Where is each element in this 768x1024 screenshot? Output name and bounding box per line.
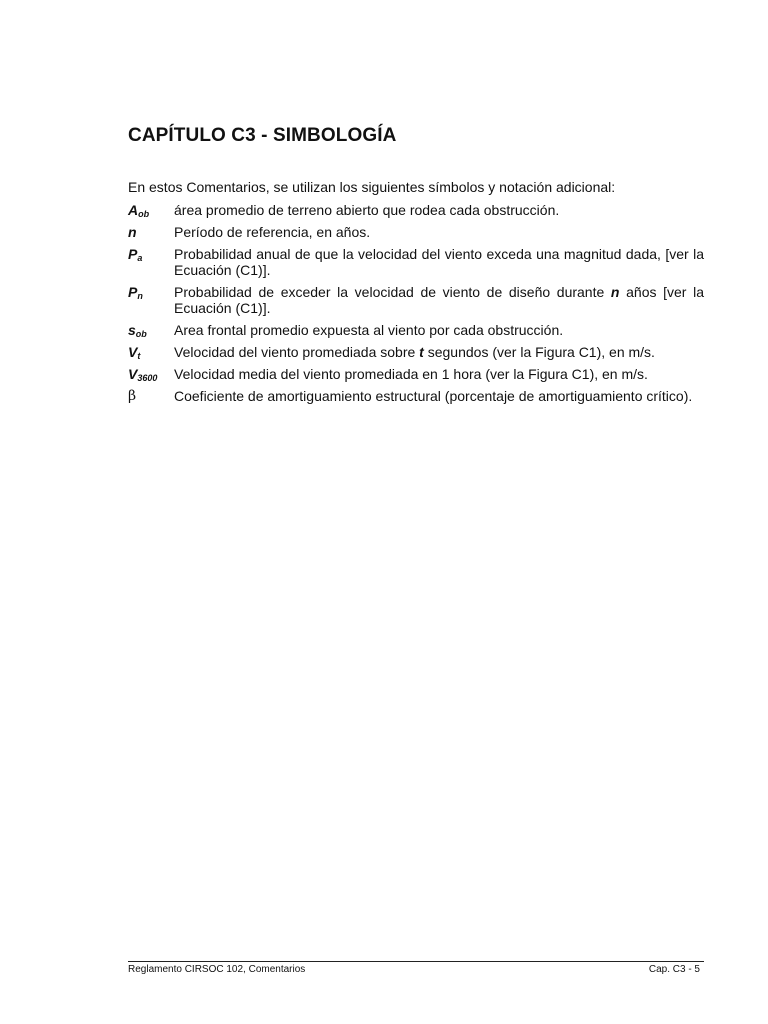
symbol-name: [128, 202, 174, 218]
symbol-row-sob: [128, 322, 704, 338]
description-text: Probabilidad de exceder la velocidad de viento de diseño durante: [174, 284, 611, 300]
symbol-description: [174, 366, 704, 382]
description-text: Probabilidad anual de que la velocidad del viento exceda una magnitud dada, [ver la Ecuación (C1)].: [174, 246, 704, 278]
symbol-description: [174, 344, 704, 360]
symbol-row-vt: [128, 344, 704, 360]
symbol-row-v3600: [128, 366, 704, 382]
description-text: Período de referencia, en años.: [174, 224, 371, 240]
description-text: Coeficiente de amortiguamiento estructural (porcentaje de amortiguamiento crítico).: [174, 388, 693, 404]
symbol-row-pn: [128, 284, 704, 316]
symbol-name: [128, 322, 174, 338]
description-text-tail: segundos (ver la Figura C1), en m/s.: [423, 344, 655, 360]
symbol-description: [174, 284, 704, 316]
symbol-base: n: [128, 224, 137, 240]
description-text-tail: años [ver la Ecuación (C1)].: [174, 284, 704, 316]
symbol-row-aob: [128, 202, 704, 218]
symbol-base: β: [128, 388, 137, 404]
symbol-name: [128, 246, 174, 262]
page-title: CAPÍTULO C3 - SIMBOLOGÍA: [128, 125, 397, 146]
symbol-name: [128, 224, 174, 240]
symbol-name: [128, 284, 174, 300]
symbol-description: [174, 388, 704, 404]
symbol-subscript: t: [137, 351, 141, 361]
description-variable: n: [610, 284, 620, 300]
footer-divider: [128, 961, 704, 962]
symbol-name: [128, 366, 174, 382]
symbol-name: [128, 344, 174, 360]
description-text: Velocidad media del viento promediada en 1 hora (ver la Figura C1), en m/s.: [174, 366, 648, 382]
symbol-row-beta: [128, 388, 704, 404]
intro-paragraph: En estos Comentarios, se utilizan los siguientes símbolos y notación adicional:: [128, 179, 616, 195]
symbol-description: [174, 322, 704, 338]
symbol-subscript: 3600: [137, 373, 158, 383]
description-text: Velocidad del viento promediada sobre: [174, 344, 420, 360]
symbol-subscript: ob: [135, 329, 147, 339]
symbol-base: V: [128, 344, 138, 360]
symbol-base: P: [128, 284, 138, 300]
description-text: Area frontal promedio expuesta al viento por cada obstrucción.: [174, 322, 564, 338]
symbol-subscript: ob: [138, 209, 150, 219]
symbol-base: V: [128, 366, 138, 382]
symbol-base: P: [128, 246, 138, 262]
symbol-description: [174, 202, 704, 218]
symbol-list: [128, 202, 704, 410]
symbol-base: s: [128, 322, 136, 338]
symbol-name: [128, 388, 174, 404]
footer-document-title: Reglamento CIRSOC 102, Comentarios: [128, 964, 306, 975]
symbol-subscript: n: [137, 291, 143, 301]
symbol-description: [174, 224, 704, 240]
symbol-base: A: [128, 202, 139, 218]
symbol-description: [174, 246, 704, 278]
description-text: área promedio de terreno abierto que rodea cada obstrucción.: [174, 202, 560, 218]
symbol-row-n: [128, 224, 704, 240]
description-variable: t: [419, 344, 424, 360]
symbol-subscript: a: [137, 253, 143, 263]
footer-page-number: Cap. C3 - 5: [648, 964, 700, 975]
symbol-row-pa: [128, 246, 704, 278]
